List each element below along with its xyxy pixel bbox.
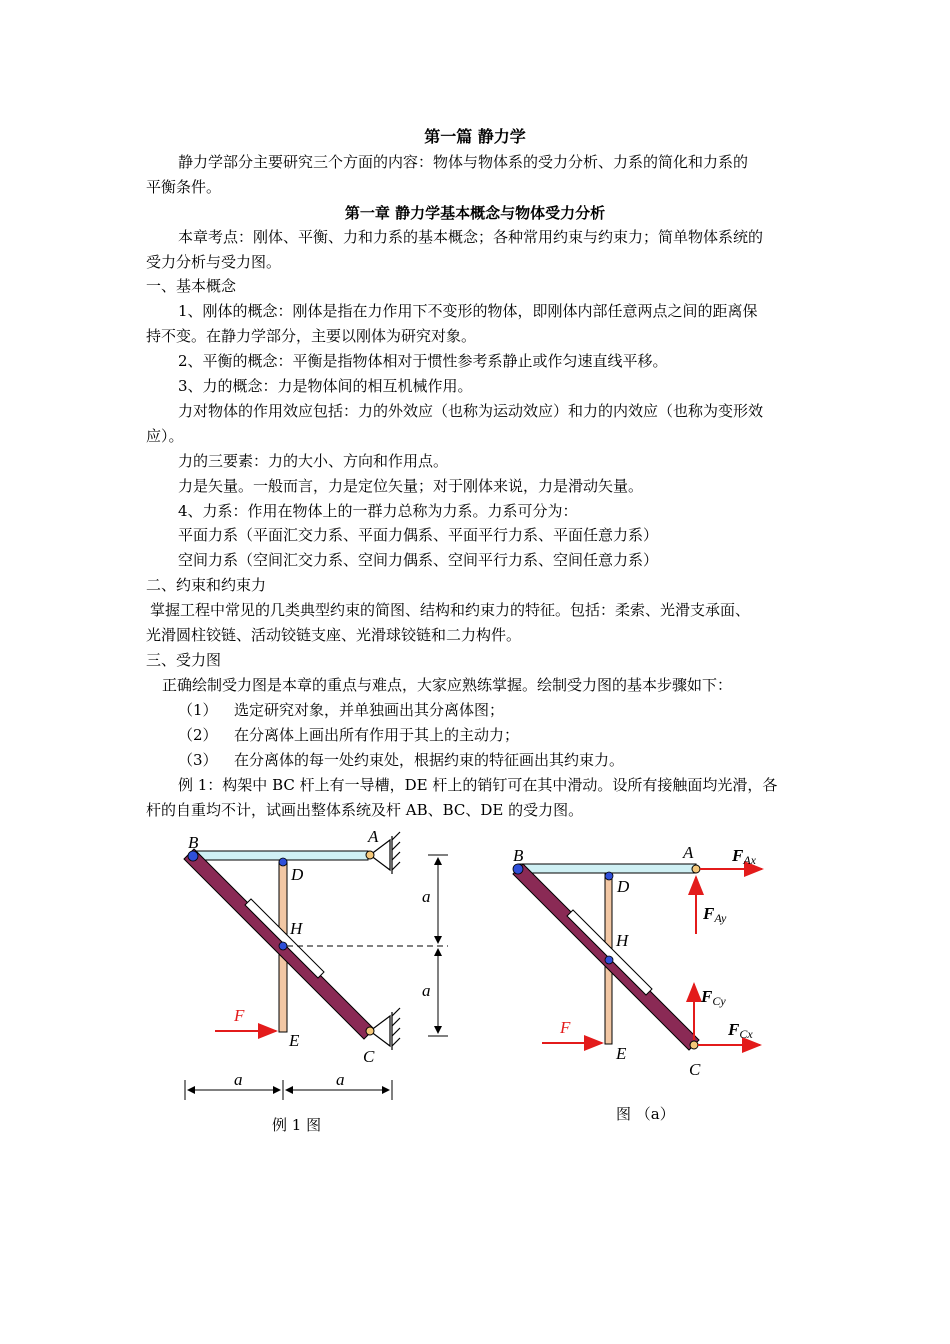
label-f: F (234, 1006, 245, 1025)
focus-line-2: 受力分析与受力图。 (146, 253, 282, 271)
focus-line-1: 本章考点：刚体、平衡、力和力系的基本概念；各种常用约束与约束力；简单物体系统的 (178, 228, 764, 246)
section-2-title: 二、约束和约束力 (146, 576, 267, 594)
sec3-intro: 正确绘制受力图是本章的重点与难点，大家应熟练掌握。绘制受力图的基本步骤如下： (162, 676, 733, 694)
hinge-a (366, 851, 374, 859)
label-dim-a-lower: a (422, 981, 431, 1000)
dimension-horizontal (185, 1080, 392, 1100)
sec2-line-1: 掌握工程中常见的几类典型约束的简图、结构和约束力的特征。包括：柔索、光滑支承面、 (150, 601, 751, 619)
p1-line-2: 持不变。在静力学部分，主要以刚体为研究对象。 (146, 327, 477, 345)
label-b-a: B (513, 846, 524, 865)
support-c (370, 1008, 400, 1050)
section-3-title: 三、受力图 (146, 651, 222, 669)
pin-d-a (605, 872, 613, 880)
label-fay-main: F (703, 904, 715, 923)
hinge-c-a (690, 1041, 698, 1049)
label-b: B (188, 833, 199, 852)
label-d: D (291, 865, 304, 884)
label-fax-sub: Ax (743, 853, 756, 867)
p3-line: 3、力的概念：力是物体间的相互机械作用。 (178, 377, 473, 395)
label-f-a: F (560, 1018, 571, 1037)
label-d-a: D (617, 877, 630, 896)
sec2-line-2: 光滑圆柱铰链、活动铰链支座、光滑球铰链和二力构件。 (146, 626, 522, 644)
pin-b (188, 851, 198, 861)
step-2-text: 在分离体上画出所有作用于其上的主动力； (234, 726, 520, 744)
example-line-2: 杆的自重均不计，试画出整体系统及杆 AB、BC、DE 的受力图。 (146, 801, 584, 819)
step-3 (178, 750, 624, 770)
p1-line-1: 1、刚体的概念：刚体是指在力作用下不变形的物体，即刚体内部任意两点之间的距离保 (178, 302, 758, 320)
chapter-title: 第一章 静力学基本概念与物体受力分析 (344, 204, 606, 222)
pin-h-a (605, 956, 613, 964)
label-c-a: C (689, 1060, 701, 1079)
intro-line-1: 静力学部分主要研究三个方面的内容：物体与物体系的受力分析、力系的简化和力系的 (178, 153, 749, 171)
bar-ab (192, 851, 368, 860)
label-c: C (363, 1047, 375, 1066)
label-a-a: A (683, 843, 694, 862)
hinge-c (366, 1027, 374, 1035)
bar-ab-a (518, 864, 696, 873)
step-2-number: （2） (178, 726, 218, 744)
pin-b-a (513, 864, 523, 874)
label-fcy-sub: Cy (712, 994, 726, 1008)
label-h: H (290, 919, 303, 938)
label-dim-a-upper: a (422, 887, 431, 906)
step-1-text: 选定研究对象，并单独画出其分离体图； (234, 701, 505, 719)
step-1 (178, 700, 504, 720)
pin-h (279, 942, 287, 950)
label-fay (702, 904, 727, 925)
p4-line-1: 力对物体的作用效应包括：力的外效应（也称为运动效应）和力的内效应（也称为变形效 (178, 402, 764, 420)
p6-line: 力是矢量。一般而言，力是定位矢量；对于刚体来说，力是滑动矢量。 (178, 477, 644, 495)
label-dim-a-right: a (336, 1070, 345, 1089)
intro-line-2: 平衡条件。 (146, 178, 222, 196)
label-fay-sub: Ay (714, 911, 727, 925)
p9-line: 空间力系（空间汇交力系、空间力偶系、空间平行力系、空间任意力系） (178, 551, 659, 569)
p2-line: 2、平衡的概念：平衡是指物体相对于惯性参考系静止或作匀速直线平移。 (178, 352, 668, 370)
step-3-number: （3） (178, 751, 218, 769)
label-fcy-main: F (701, 987, 713, 1006)
figure-1-caption: 例 1 图 (272, 1116, 322, 1134)
p4-line-2: 应）。 (146, 427, 184, 445)
example-line-1: 例 1：构架中 BC 杆上有一导槽，DE 杆上的销钉可在其中滑动。设所有接触面均光滑，各 (178, 776, 778, 794)
hinge-a-a (692, 865, 700, 873)
p8-line: 平面力系（平面汇交力系、平面力偶系、平面平行力系、平面任意力系） (178, 526, 659, 544)
label-fax-main: F (732, 846, 744, 865)
label-fax (731, 846, 757, 867)
label-dim-a-left: a (234, 1070, 243, 1089)
label-fcx (727, 1020, 753, 1041)
p5-line: 力的三要素：力的大小、方向和作用点。 (178, 452, 449, 470)
label-a: A (368, 827, 379, 846)
step-3-text: 在分离体的每一处约束处，根据约束的特征画出其约束力。 (234, 751, 625, 769)
label-h-a: H (616, 931, 629, 950)
label-fcx-sub: Cx (739, 1027, 753, 1041)
step-2 (178, 725, 519, 745)
step-1-number: （1） (178, 701, 218, 719)
figure-example-1 (140, 820, 470, 1110)
figure-a (500, 830, 800, 1090)
label-e-a: E (616, 1044, 627, 1063)
label-e: E (289, 1031, 300, 1050)
p7-line: 4、力系：作用在物体上的一群力总称为力系。力系可分为： (178, 502, 578, 520)
page-title: 第一篇 静力学 (424, 127, 526, 146)
label-fcx-main: F (728, 1020, 740, 1039)
section-1-title: 一、基本概念 (146, 277, 237, 295)
pin-d (279, 858, 287, 866)
figure-a-caption: 图 （a） (616, 1105, 675, 1123)
label-fcy (700, 987, 726, 1008)
